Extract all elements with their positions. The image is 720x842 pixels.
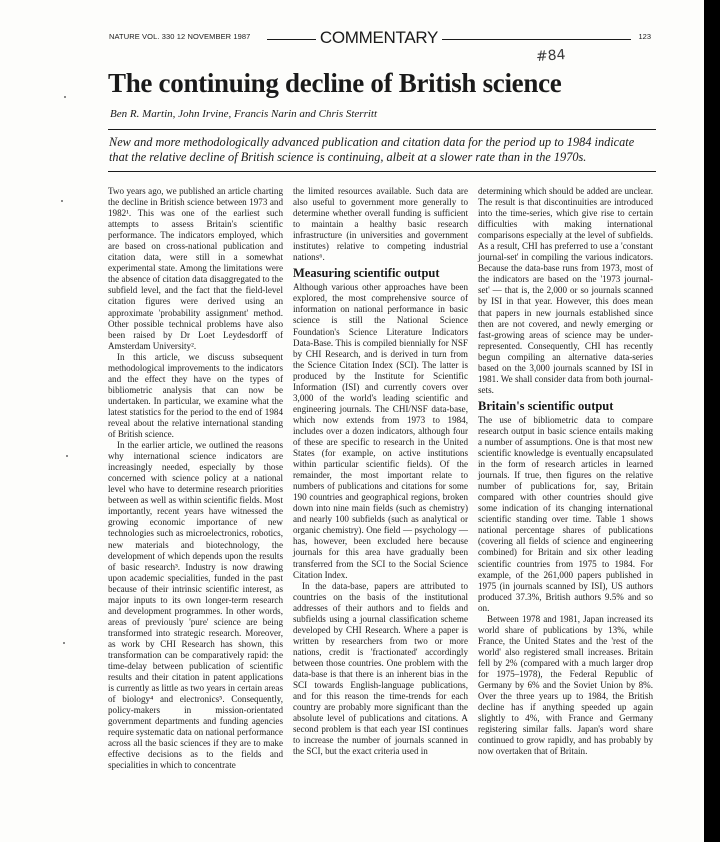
scan-speck	[64, 96, 66, 98]
paragraph: Between 1978 and 1981, Japan increased its world share of publications by 13%, while France, the United States and the 'rest of the world' also registered small increases. Britain fell by 2% (compared with a much larger drop for 1975–1978), the Federal Republic of Germany by 6% and the Soviet Union by 8%. Over the three years up to 1984, the British decline has if anything speeded up again slightly to 4%, with France and Germany registering similar falls. Japan's word share continued to grow rapidly, and has probably by now overtaken that of Britain.	[478, 613, 653, 757]
standfirst: New and more methodologically advanced publication and citation data for the period up to 1984 indicate that the relative decline of British science is continuing, albeit at a slower rate than in the 1970s.	[109, 135, 635, 164]
paragraph: Although various other approaches have been explored, the most comprehensive source of information on national performance in basic science is still the National Science Foundation's Science Literature Indicators Data-Base. This is compiled biennially for NSF by CHI Research, and is derived in turn from the Science Citation Index (SCI). The latter is produced by the Institute for Scientific Information (ISI) and currently covers over 3,000 of the world's leading scientific and engineering journals. The CHI/NSF data-base, which now extends from 1973 to 1984, includes over a dozen indicators, although four of these are specific to research in the United States (for example, on active institutions within particular scientific fields). Of the remainder, the most important relate to numbers of publications and citations for some 190 countries and geographical regions, broken down into nine main fields (such as chemistry) and nearly 100 subfields (such as analytical or organic chemistry). One field — psychology — has, however, been excluded here because journals for this area have gradually been transferred from the SCI to the Social Science Citation Index.	[293, 282, 468, 580]
article-authors: Ben R. Martin, John Irvine, Francis Narin and Chris Sterritt	[110, 108, 378, 120]
scan-speck	[61, 200, 63, 202]
header-rule-right	[442, 39, 631, 40]
scan-speck	[66, 455, 68, 457]
scan-speck	[63, 642, 65, 644]
body-column-1	[108, 186, 283, 771]
paragraph: the limited resources available. Such data are also useful to government more generally to determine whether overall funding is sufficient to maintain a healthy basic research infrastructure (in universities and government institutes) relative to competing industrial nations⁶.	[293, 186, 468, 263]
handwritten-annotation: #84	[535, 46, 567, 66]
journal-citation: NATURE VOL. 330 12 NOVEMBER 1987	[109, 32, 251, 41]
article-title: The continuing decline of British science	[108, 68, 562, 98]
section-heading: Britain's scientific output	[478, 398, 614, 413]
paragraph: determining which should be added are unclear. The result is that discontinuities are introduced into the time-series, which give rise to certain difficulties with making international comparisons especially at the level of subfields. As a result, CHI has preferred to use a 'constant journal-set' in compiling the various indicators. Because the data-base runs from 1973, most of the indicators are based on the '1973 journal-set' — that is, the 2,000 or so journals scanned by ISI in that year. However, this does mean that papers in new journals established since then are not covered, and newly emerging or fast-growing areas of science may be under-represented. Consequently, CHI has recently begun compiling an alternative data-series based on the 3,000 journals scanned by ISI in 1981. We shall consider data from both journal-sets.	[478, 186, 653, 395]
paragraph: In this article, we discuss subsequent methodological improvements to the indicators and the effect they have on the types of bibliometric analysis that can now be undertaken. In particular, we examine what the latest statistics for the period to the end of 1984 reveal about the relative international standing of British science.	[108, 351, 283, 440]
header-rule-left	[267, 39, 316, 40]
paragraph: Two years ago, we published an article charting the decline in British science between 1973 and 1982¹. This was one of the earliest such attempts to assess Britain's scientific performance. The indicators employed, which are based on cross-national publication and citation data, were still in a somewhat experimental state. Among the limitations were the absence of citation data disaggregated to the subfield level, and the fact that the field-level citation figures were derived using an approximate 'probability assignment' method. Other possible technical problems have also been raised by Dr Loet Leydesdorff of Amsterdam University².	[108, 186, 283, 351]
standfirst-rule-top	[108, 129, 656, 130]
body-column-3	[478, 186, 653, 757]
standfirst-rule-bottom	[108, 171, 656, 172]
section-label: COMMENTARY	[319, 28, 439, 47]
section-heading: Measuring scientific output	[293, 266, 440, 281]
paragraph: The use of bibliometric data to compare research output in basic science entails making a number of assumptions. One is that most new scientific knowledge is eventually encapsulated in the form of research articles in learned journals. If true, then figures on the relative number of publications for, say, Britain compared with other countries should give some indication of its changing international scientific standing over time. Table 1 shows national percentage shares of publications (covering all fields of science and engineering combined) for Britain and six other leading scientific countries from 1975 to 1984. For example, of the 261,000 papers published in 1975 (in journals scanned by ISI), US authors produced 37.3%, British authors 9.5% and so on.	[478, 414, 653, 613]
running-header	[109, 28, 651, 48]
body-column-2	[293, 186, 468, 757]
page-number: 123	[638, 32, 651, 41]
paragraph: In the earlier article, we outlined the reasons why international science indicators are increasingly needed, especially by those concerned with science policy at a national level who have to determine research priorities between as well as within scientific fields. Most importantly, recent years have witnessed the growing economic importance of new technologies such as microelectronics, robotics, new materials and biotechnology, the development of which depends upon the results of basic research³. Industry is now drawing upon academic specialities, funded in the past because of their intrinsic scientific interest, as major inputs to its own longer-term research and development programmes. In other words, areas of previously 'pure' science are being transformed into strategic research. Moreover, as work by CHI Research has shown, this transformation can be comparatively rapid: the time-delay between publication of scientific results and their citation in patent applications is currently as little as two years in certain areas of biology⁴ and electronics⁵. Consequently, policy-makers in mission-orientated government departments and funding agencies require systematic data on national performance across all the basic sciences if they are to make effective decisions as to the fields and specialities in which to concentrate	[108, 440, 283, 771]
paragraph: In the data-base, papers are attributed to countries on the basis of the institutional addresses of their authors and to fields and subfields using a journal classification scheme developed by CHI Research. Where a paper is written by researchers from two or more nations, credit is 'fractionated' accordingly between those countries. One problem with the data-base is that there is an inherent bias in the SCI towards English-language publications, and for this reason the time-trends for each country are probably more significant than the absolute level of publications and citations. A second problem is that each year ISI continues to increase the number of journals scanned in the SCI, but the exact criteria used in	[293, 580, 468, 757]
